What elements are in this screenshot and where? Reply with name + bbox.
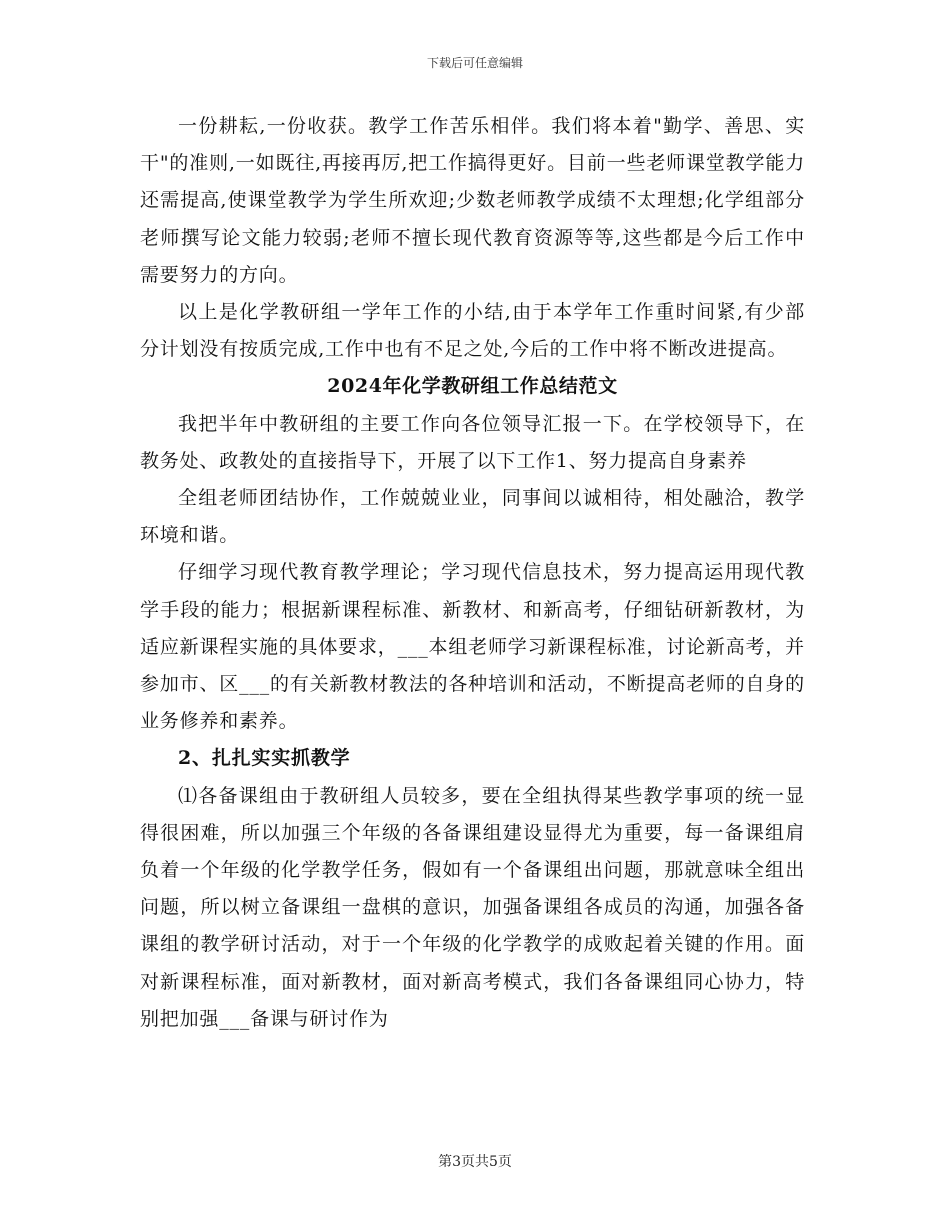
paragraph-conclusion: 一份耕耘,一份收获。教学工作苦乐相伴。我们将本着"勤学、善思、实干"的准则,一如既往,再接再厉,把工作搞得更好。目前一些老师课堂教学能力还需提高,使课堂教学为学生所欢迎;少数老师教学成绩不太理想;化学组部分老师撰写论文能力较弱;老师不擅长现代教育资源等等,这些都是今后工作中需要努力的方向。 (140, 115, 805, 286)
paragraph-study: 仔细学习现代教育教学理论；学习现代信息技术，努力提高运用现代教学手段的能力；根据新课程标准、新教材、和新高考，仔细钻研新教材，为适应新课程实施的具体要求，___本组老师学习新课程标准，讨论新高考，并参加市、区___的有关新教材教法的各种培训和活动，不断提高老师的自身的业务修养和素养。 (140, 561, 805, 733)
paragraph-teamwork: 全组老师团结协作，工作兢兢业业，同事间以诚相待，相处融洽，教学环境和谐。 (140, 487, 805, 547)
paragraph-summary: 以上是化学教研组一学年工作的小结,由于本学年工作重时间紧,有少部分计划没有按质完成,工作中也有不足之处,今后的工作中将不断改进提高。 (140, 301, 805, 361)
document-body (140, 108, 805, 1038)
page-footer: 第3页共5页 (438, 1154, 512, 1170)
document-title: 2024年化学教研组工作总结范文 (327, 375, 618, 398)
section-heading-teaching: 2、扎扎实实抓教学 (178, 747, 351, 770)
header-note: 下载后可任意编辑 (426, 56, 523, 70)
paragraph-intro: 我把半年中教研组的主要工作向各位领导汇报一下。在学校领导下，在教务处、政教处的直接指导下，开展了以下工作1、努力提高自身素养 (140, 412, 805, 472)
paragraph-lesson-groups: ⑴各备课组由于教研组人员较多，要在全组执得某些教学事项的统一显得很困难，所以加强三个年级的各备课组建设显得尤为重要，每一备课组肩负着一个年级的化学教学任务，假如有一个备课组出问题，那就意味全组出问题，所以树立备课组一盘棋的意识，加强备课组各成员的沟通，加强各备课组的教学研讨活动，对于一个年级的化学教学的成败起着关键的作用。面对新课程标准，面对新教材，面对新高考模式，我们各备课组同心协力，特别把加强___备课与研讨作为 (140, 784, 805, 1030)
